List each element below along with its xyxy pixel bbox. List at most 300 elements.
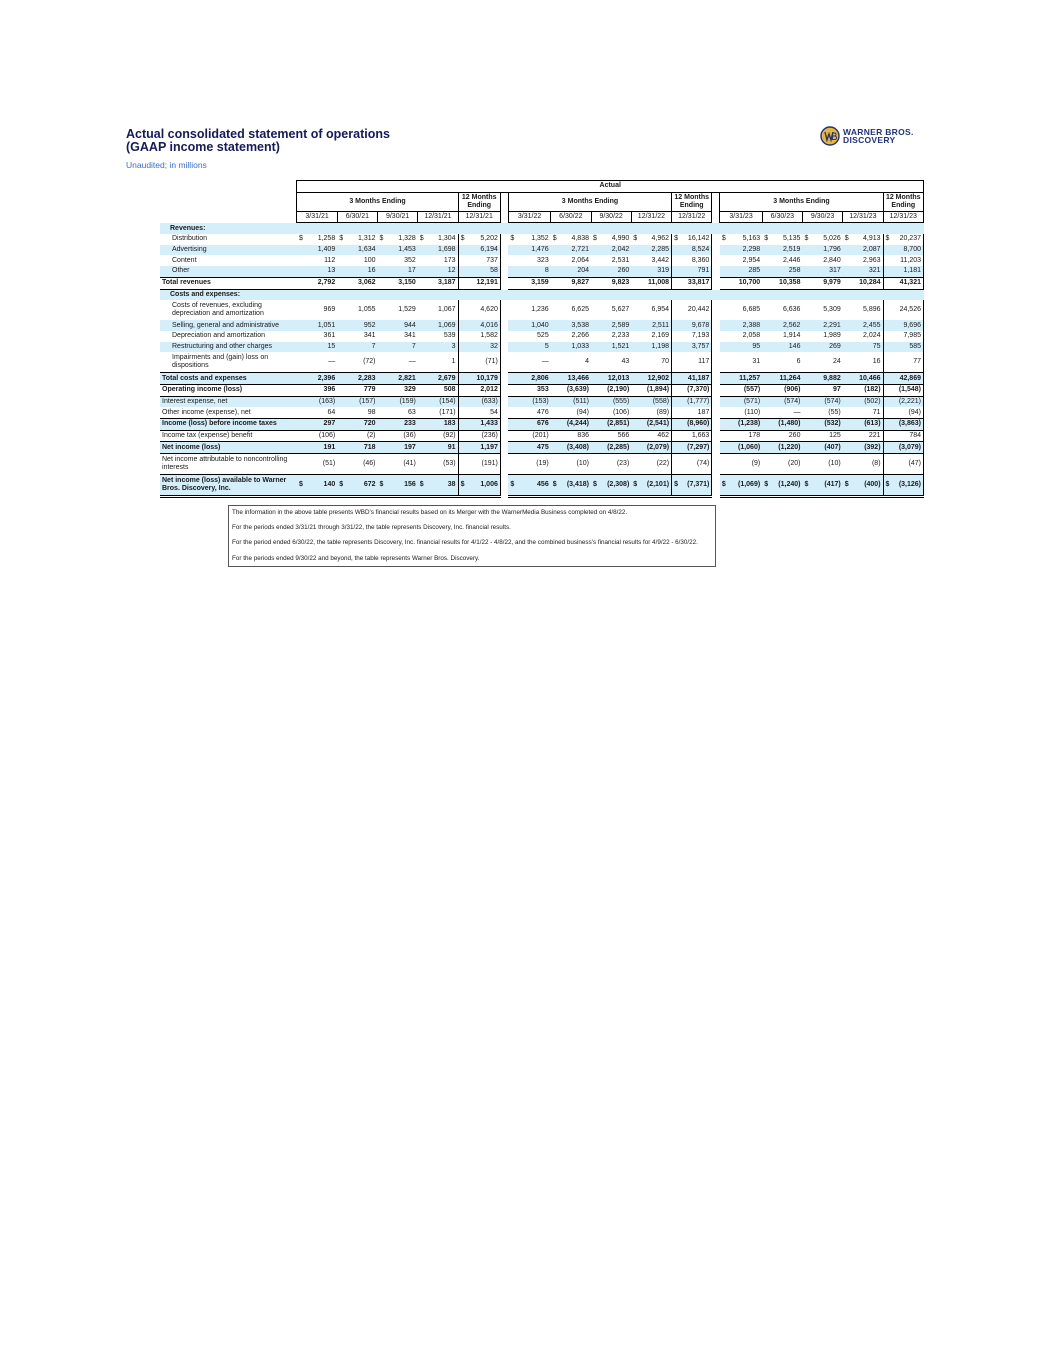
table-row <box>160 266 924 277</box>
dollar-sign: $ <box>593 481 597 489</box>
value-cell: 11,257 <box>720 373 762 385</box>
value-cell: (182) <box>843 384 883 396</box>
value-cell: 952 <box>337 320 377 331</box>
value-cell: 117 <box>672 352 712 373</box>
value-cell: (41) <box>403 460 416 468</box>
value-cell: 779 <box>337 384 377 396</box>
value-cell: (110) <box>744 408 761 416</box>
value-cell: 4,016 <box>458 320 500 331</box>
value-cell <box>631 234 671 245</box>
value-cell: (3,639) <box>551 384 591 396</box>
value-cell: 70 <box>661 358 670 366</box>
value-cell <box>802 234 842 245</box>
value-cell: (36) <box>403 432 416 440</box>
value-cell: 329 <box>378 384 418 396</box>
company-logo <box>820 126 914 146</box>
cell-value: 4,838 <box>571 235 589 243</box>
header-date: 12/31/23 <box>883 211 923 223</box>
value-cell <box>672 234 712 245</box>
dollar-sign: $ <box>419 235 424 243</box>
dollar-sign: $ <box>552 235 557 243</box>
dollar-sign: $ <box>510 235 515 243</box>
row-label: Selling, general and administrative <box>160 320 297 331</box>
value-cell: 944 <box>378 320 418 331</box>
value-cell: 58 <box>458 266 500 277</box>
section-header-row <box>160 223 924 234</box>
value-cell: 1,051 <box>297 320 337 331</box>
dollar-sign: $ <box>844 481 849 489</box>
row-label: Net income (loss) available to Warner Bros. Discovery, Inc. <box>160 475 297 497</box>
value-cell: (46) <box>363 460 376 468</box>
value-cell: (2,285) <box>591 442 631 454</box>
value-cell: 1,476 <box>508 245 550 256</box>
value-cell: (236) <box>458 430 500 442</box>
value-cell: 11,008 <box>631 277 671 289</box>
cell-value: 672 <box>363 481 376 489</box>
header-date: 6/30/21 <box>337 211 377 223</box>
value-cell: 5,627 <box>611 306 630 314</box>
cell-value: 16,142 <box>687 235 710 243</box>
value-cell: 97 <box>802 384 842 396</box>
value-cell: 10,179 <box>458 373 500 385</box>
value-cell: 1 <box>451 358 456 366</box>
cell-value: 20,237 <box>899 235 921 243</box>
cell-value: 38 <box>447 481 456 489</box>
value-cell: (1,060) <box>720 442 762 454</box>
value-cell: 323 <box>537 256 549 264</box>
header-date: 9/30/21 <box>378 211 418 223</box>
value-cell: 1,582 <box>458 331 500 342</box>
value-cell: 2,511 <box>631 320 671 331</box>
value-cell: (407) <box>802 442 842 454</box>
table-row <box>160 407 924 418</box>
header-twelve-months: 12 Months Ending <box>458 192 500 211</box>
value-cell <box>297 234 337 245</box>
value-cell: 353 <box>508 384 550 396</box>
value-cell: 41,187 <box>672 373 712 385</box>
value-cell: 1,634 <box>337 245 377 256</box>
value-cell: 9,696 <box>883 320 923 331</box>
value-cell: 9,823 <box>591 277 631 289</box>
value-cell: 2,388 <box>720 320 762 331</box>
value-cell: (20) <box>788 460 801 468</box>
table-row <box>160 342 924 353</box>
value-cell: 11,203 <box>883 255 923 266</box>
cell-value: (2,308) <box>607 481 630 489</box>
value-cell: 297 <box>297 419 337 431</box>
value-cell: 2,298 <box>720 245 762 256</box>
value-cell: 1,236 <box>531 306 549 314</box>
header-date: 12/31/21 <box>418 211 458 223</box>
value-cell: 6,954 <box>651 306 670 314</box>
value-cell: (3,863) <box>883 419 923 431</box>
value-cell: (22) <box>656 460 670 468</box>
value-cell: 13,466 <box>551 373 591 385</box>
value-cell <box>508 475 550 497</box>
value-cell: 475 <box>508 442 550 454</box>
value-cell: 2,087 <box>843 245 883 256</box>
value-cell: (8,960) <box>672 419 712 431</box>
value-cell: 317 <box>802 266 842 277</box>
value-cell: 24,526 <box>883 300 923 320</box>
value-cell: 1,069 <box>418 320 458 331</box>
value-cell: (8) <box>871 460 881 468</box>
header-date: 9/30/22 <box>591 211 631 223</box>
value-cell: (502) <box>843 396 883 407</box>
value-cell: 183 <box>418 419 458 431</box>
value-cell <box>802 475 842 497</box>
footnote: For the periods ended 3/31/21 through 3/31/22, the table represents Discovery, Inc. financial results. <box>232 524 511 532</box>
table-row <box>160 442 924 454</box>
header-period-row <box>160 192 924 211</box>
value-cell: 1,796 <box>802 245 842 256</box>
value-cell: (571) <box>720 396 762 407</box>
footnotes-box <box>228 505 716 567</box>
value-cell: 258 <box>762 266 802 277</box>
value-cell: — <box>793 408 801 416</box>
dollar-sign: $ <box>460 235 465 243</box>
value-cell: 2,455 <box>843 320 883 331</box>
value-cell: (2,221) <box>883 396 923 407</box>
value-cell: 146 <box>762 342 802 353</box>
value-cell: (3,408) <box>551 442 591 454</box>
dollar-sign: $ <box>552 481 557 489</box>
cell-value: 5,163 <box>742 235 761 243</box>
footnote: For the periods ended 9/30/22 and beyond, the table represents Warner Bros. Discovery. <box>232 554 480 562</box>
cell-value: 5,135 <box>782 235 801 243</box>
value-cell: (159) <box>378 396 418 407</box>
value-cell: 2,840 <box>823 256 841 264</box>
table-row <box>160 352 924 373</box>
header-date-row <box>160 211 924 223</box>
row-label: Total revenues <box>160 277 297 289</box>
value-cell: 32 <box>458 342 500 353</box>
footnote: The information in the above table presents WBD's financial results based on its Merger with the WarnerMedia Business completed on 4/8/22. <box>232 509 628 516</box>
value-cell: (94) <box>576 408 589 416</box>
value-cell: (23) <box>616 460 630 468</box>
row-label: Content <box>172 256 197 264</box>
value-cell: 361 <box>323 332 336 340</box>
value-cell: (19) <box>536 460 549 468</box>
value-cell: 3,150 <box>378 277 418 289</box>
value-cell: (7,297) <box>672 442 712 454</box>
value-cell: 2,589 <box>591 320 631 331</box>
cell-value: 1,006 <box>480 481 498 489</box>
value-cell: 2,283 <box>337 373 377 385</box>
value-cell <box>843 234 883 245</box>
dollar-sign: $ <box>885 235 890 243</box>
logo-line1: WARNER BROS. <box>843 126 914 137</box>
header-three-months: 3 Months Ending <box>508 192 671 211</box>
value-cell: 178 <box>748 432 761 440</box>
value-cell: (558) <box>631 396 671 407</box>
value-cell: — <box>541 358 549 366</box>
value-cell: (511) <box>551 396 591 407</box>
header-date: 12/31/23 <box>843 211 883 223</box>
page-title-line2: (GAAP income statement) <box>126 140 280 154</box>
value-cell: 77 <box>883 352 923 373</box>
value-cell: 1,453 <box>378 245 418 256</box>
dollar-sign: $ <box>764 481 769 489</box>
row-label: Distribution <box>172 235 208 243</box>
value-cell <box>378 475 418 497</box>
cell-value: 4,990 <box>611 235 630 243</box>
row-label: Net income (loss) <box>160 442 297 454</box>
dollar-sign: $ <box>633 481 638 489</box>
value-cell: (574) <box>762 396 802 407</box>
cell-value: (7,371) <box>687 481 710 489</box>
value-cell: 6,194 <box>458 245 500 256</box>
table-row <box>160 331 924 342</box>
value-cell: (392) <box>843 442 883 454</box>
value-cell: 10,466 <box>843 373 883 385</box>
value-cell: 260 <box>591 266 631 277</box>
value-cell: (53) <box>443 460 456 468</box>
value-cell: 6,636 <box>782 306 801 314</box>
dollar-sign: $ <box>419 481 424 489</box>
value-cell: 3,187 <box>418 277 458 289</box>
dollar-sign: $ <box>721 235 726 243</box>
cell-value: 140 <box>323 481 336 489</box>
value-cell: — <box>328 358 336 366</box>
value-cell: 718 <box>337 442 377 454</box>
value-cell: 2,954 <box>742 256 761 264</box>
dollar-sign: $ <box>764 235 769 243</box>
cell-value: (417) <box>824 481 841 489</box>
value-cell: 5,309 <box>823 306 841 314</box>
value-cell: 269 <box>802 342 842 353</box>
value-cell: 352 <box>404 256 416 264</box>
value-cell: 2,064 <box>571 256 589 264</box>
value-cell: 260 <box>788 432 801 440</box>
value-cell: (9) <box>751 460 761 468</box>
header-three-months: 3 Months Ending <box>720 192 883 211</box>
value-cell: 6 <box>796 358 801 366</box>
value-cell: 341 <box>404 332 416 340</box>
value-cell: 1,663 <box>672 430 712 442</box>
row-label: Impairments and (gain) loss on dispositions <box>172 354 269 370</box>
value-cell: 2,396 <box>297 373 337 385</box>
value-cell: (3,079) <box>883 442 923 454</box>
dollar-sign: $ <box>339 481 344 489</box>
value-cell: 2,519 <box>762 245 802 256</box>
value-cell: 319 <box>631 266 671 277</box>
title-block <box>126 128 390 170</box>
value-cell: 566 <box>617 432 630 440</box>
value-cell: 2,792 <box>297 277 337 289</box>
value-cell <box>591 234 631 245</box>
value-cell: 7,193 <box>672 331 712 342</box>
row-label: Income tax (expense) benefit <box>162 432 253 440</box>
value-cell: 1,409 <box>297 245 337 256</box>
value-cell: (613) <box>843 419 883 431</box>
table-row <box>160 419 924 431</box>
value-cell: 9,678 <box>672 320 712 331</box>
header-date: 3/31/21 <box>297 211 337 223</box>
value-cell: (1,894) <box>631 384 671 396</box>
value-cell: 3,442 <box>651 256 670 264</box>
cell-value: 1,352 <box>531 235 549 243</box>
value-cell: (2,541) <box>631 419 671 431</box>
page-title: Actual consolidated statement of operations <box>126 127 390 141</box>
value-cell <box>418 234 458 245</box>
cell-value: 4,913 <box>863 235 881 243</box>
value-cell: 221 <box>868 432 881 440</box>
cell-value: 5,026 <box>823 235 841 243</box>
header-date: 3/31/22 <box>508 211 550 223</box>
cell-value: (3,126) <box>898 481 921 489</box>
header-actual-row <box>160 181 924 193</box>
value-cell: 969 <box>323 306 336 314</box>
value-cell: 16 <box>872 358 881 366</box>
value-cell: 1,197 <box>458 442 500 454</box>
value-cell: 6,685 <box>742 306 761 314</box>
dollar-sign: $ <box>804 481 809 489</box>
value-cell <box>720 475 762 497</box>
dollar-sign: $ <box>298 235 303 243</box>
value-cell: 8,360 <box>672 255 712 266</box>
value-cell: 2,285 <box>631 245 671 256</box>
dollar-sign: $ <box>379 235 384 243</box>
value-cell: 3,538 <box>551 320 591 331</box>
value-cell: 2,012 <box>458 384 500 396</box>
value-cell: 91 <box>418 442 458 454</box>
value-cell: (7,370) <box>672 384 712 396</box>
value-cell: — <box>408 358 416 366</box>
footnote: For the period ended 6/30/22, the table represents Discovery, Inc. financial results for 4/1/22 - 4/8/22, and the combined business's financial results for 4/9/22 - 6/30/22. <box>232 539 698 547</box>
value-cell <box>591 475 631 497</box>
value-cell <box>762 234 802 245</box>
value-cell: 12,013 <box>591 373 631 385</box>
value-cell: (1,777) <box>672 396 712 407</box>
dollar-sign: $ <box>593 235 597 243</box>
value-cell: 43 <box>621 358 630 366</box>
value-cell: 95 <box>720 342 762 353</box>
value-cell: 204 <box>551 266 591 277</box>
value-cell: 1,914 <box>782 332 801 340</box>
value-cell: 197 <box>378 442 418 454</box>
value-cell: (157) <box>337 396 377 407</box>
dollar-sign: $ <box>633 235 638 243</box>
table-row <box>160 373 924 385</box>
header-date: 12/31/21 <box>458 211 500 223</box>
value-cell: (555) <box>591 396 631 407</box>
value-cell: 1,067 <box>438 306 456 314</box>
value-cell: 4,620 <box>458 300 500 320</box>
value-cell: 187 <box>672 407 712 418</box>
value-cell: (106) <box>318 432 336 440</box>
value-cell <box>458 475 500 497</box>
value-cell: 10,284 <box>843 277 883 289</box>
value-cell: (71) <box>458 352 500 373</box>
wb-shield-icon <box>820 126 840 146</box>
dollar-sign: $ <box>460 481 465 489</box>
cell-value: 156 <box>404 481 416 489</box>
section-label: Revenues: <box>160 223 924 234</box>
cell-value: (1,240) <box>778 481 801 489</box>
value-cell: 98 <box>367 408 376 416</box>
value-cell: 1,181 <box>883 266 923 277</box>
value-cell: 784 <box>883 430 923 442</box>
value-cell: 100 <box>363 256 376 264</box>
value-cell: 1,055 <box>357 306 376 314</box>
value-cell: 1,033 <box>551 342 591 353</box>
cell-value: 5,202 <box>480 235 498 243</box>
value-cell: (89) <box>656 408 670 416</box>
header-date: 12/31/22 <box>672 211 712 223</box>
dollar-sign: $ <box>674 481 678 489</box>
income-statement-table <box>160 180 924 498</box>
row-label: Total costs and expenses <box>160 373 297 385</box>
value-cell: 64 <box>327 408 336 416</box>
value-cell: (1,548) <box>883 384 923 396</box>
value-cell: 8 <box>508 266 550 277</box>
value-cell: (532) <box>802 419 842 431</box>
value-cell: 41,321 <box>883 277 923 289</box>
value-cell: (1,220) <box>762 442 802 454</box>
value-cell: (2,079) <box>631 442 671 454</box>
dollar-sign: $ <box>885 481 890 489</box>
value-cell <box>883 234 923 245</box>
value-cell: (55) <box>828 408 841 416</box>
value-cell: 2,233 <box>611 332 630 340</box>
table-row <box>160 300 924 320</box>
value-cell <box>551 475 591 497</box>
value-cell: 3,159 <box>508 277 550 289</box>
value-cell: 9,882 <box>802 373 842 385</box>
value-cell: 341 <box>363 332 376 340</box>
value-cell: 12 <box>418 266 458 277</box>
section-header-row <box>160 289 924 300</box>
value-cell: (557) <box>720 384 762 396</box>
value-cell: 676 <box>508 419 550 431</box>
value-cell <box>883 475 923 497</box>
table-row <box>160 255 924 266</box>
value-cell: 63 <box>408 408 416 416</box>
value-cell: (47) <box>883 454 923 475</box>
value-cell: (153) <box>508 396 550 407</box>
value-cell: 42,869 <box>883 373 923 385</box>
value-cell: 5 <box>508 342 550 353</box>
value-cell: 1,521 <box>591 342 631 353</box>
table-row <box>160 384 924 396</box>
cell-value: 1,258 <box>317 235 336 243</box>
header-date: 3/31/23 <box>720 211 762 223</box>
table-row <box>160 396 924 407</box>
value-cell: 2,169 <box>651 332 670 340</box>
dollar-sign: $ <box>804 235 809 243</box>
cell-value: (400) <box>864 481 881 489</box>
value-cell <box>297 475 337 497</box>
value-cell: 2,024 <box>863 332 881 340</box>
value-cell <box>337 475 377 497</box>
value-cell: 285 <box>720 266 762 277</box>
value-cell: (10) <box>576 460 589 468</box>
value-cell: 1,198 <box>631 342 671 353</box>
value-cell: 2,562 <box>762 320 802 331</box>
value-cell: 71 <box>872 408 881 416</box>
value-cell: (201) <box>532 432 549 440</box>
table-row <box>160 234 924 245</box>
value-cell: (906) <box>762 384 802 396</box>
header-actual: Actual <box>297 181 924 193</box>
value-cell: 3,757 <box>672 342 712 353</box>
value-cell: 24 <box>832 358 841 366</box>
value-cell: (154) <box>418 396 458 407</box>
value-cell: 2,963 <box>863 256 881 264</box>
value-cell: 125 <box>829 432 841 440</box>
value-cell: (574) <box>802 396 842 407</box>
